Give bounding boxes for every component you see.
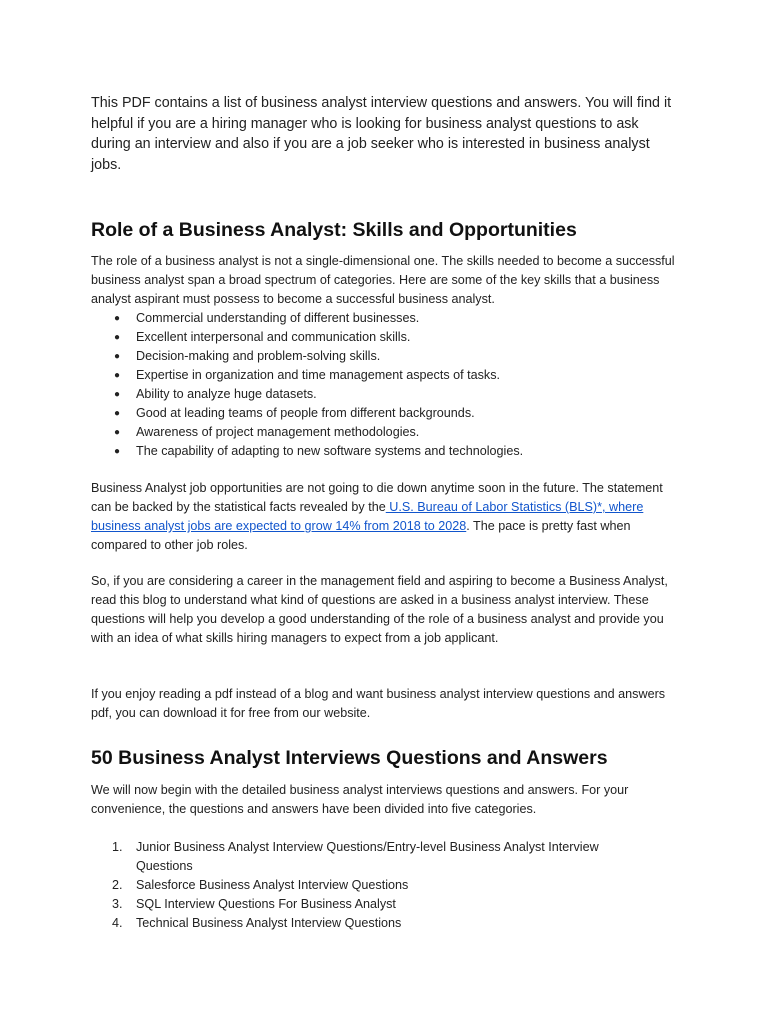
questions-section-heading: 50 Business Analyst Interviews Questions and Answers — [91, 747, 608, 769]
category-text: SQL Interview Questions For Business Analyst — [136, 897, 396, 911]
skill-text: Good at leading teams of people from different backgrounds. — [136, 406, 475, 420]
list-item — [91, 423, 651, 442]
list-item — [91, 366, 651, 385]
list-number: 4. — [112, 916, 123, 930]
categories-list — [91, 838, 651, 933]
list-item — [91, 895, 651, 914]
list-number: 2. — [112, 878, 123, 892]
career-paragraph: So, if you are considering a career in the management field and aspiring to become a Business Analyst, read this blog to understand what kind of questions are asked in a business analyst interview. These questions will help you develop a good understanding of the role of a business analyst and provide you with an idea of what skills hiring managers to expect from a job applicant. — [91, 574, 668, 645]
skill-text: Excellent interpersonal and communication skills. — [136, 330, 411, 344]
bls-link[interactable]: U.S. Bureau of Labor Statistics (BLS)*, where business analyst jobs are expected to grow 14% from 2018 to 2028 — [91, 500, 644, 533]
opportunities-text-after: . The pace is pretty fast when compared to other job roles. — [91, 519, 631, 552]
opportunities-text-before: Business Analyst job opportunities are not going to die down anytime soon in the future. The statement can be backed by the statistical facts revealed by the — [91, 481, 663, 514]
bullet-icon: ● — [114, 446, 121, 457]
list-item — [91, 385, 651, 404]
skill-text: Expertise in organization and time management aspects of tasks. — [136, 368, 501, 382]
list-item — [91, 309, 651, 328]
list-item — [91, 328, 651, 347]
bullet-icon: ● — [114, 351, 121, 362]
bullet-icon: ● — [114, 370, 121, 381]
bullet-icon: ● — [114, 389, 121, 400]
skills-list — [91, 309, 651, 461]
opportunities-paragraph — [91, 479, 681, 555]
skill-text: Decision-making and problem-solving skills. — [136, 349, 381, 363]
category-text: Technical Business Analyst Interview Questions — [136, 916, 402, 930]
bullet-icon: ● — [114, 427, 121, 438]
skill-text: Ability to analyze huge datasets. — [136, 387, 317, 401]
questions-intro-paragraph: We will now begin with the detailed business analyst interviews questions and answers. For your convenience, the questions and answers have been divided into five categories. — [91, 783, 629, 816]
list-item — [91, 914, 651, 933]
list-item — [91, 347, 651, 366]
list-number: 3. — [112, 897, 123, 911]
skill-text: Commercial understanding of different businesses. — [136, 311, 420, 325]
bullet-icon: ● — [114, 408, 121, 419]
list-number: 1. — [112, 840, 123, 854]
category-text: Salesforce Business Analyst Interview Questions — [136, 878, 409, 892]
role-section-heading: Role of a Business Analyst: Skills and Opportunities — [91, 219, 577, 241]
list-item — [91, 838, 651, 876]
list-item — [91, 442, 651, 461]
bullet-icon: ● — [114, 313, 121, 324]
role-paragraph: The role of a business analyst is not a single-dimensional one. The skills needed to become a successful business analyst span a broad spectrum of categories. Here are some of the key skills that a business analyst aspirant must possess to become a successful business analyst. — [91, 254, 675, 306]
pdf-paragraph: If you enjoy reading a pdf instead of a blog and want business analyst interview questions and answers pdf, you can download it for free from our website. — [91, 687, 666, 720]
list-item — [91, 404, 651, 423]
intro-paragraph: This PDF contains a list of business analyst interview questions and answers. You will find it helpful if you are a hiring manager who is looking for business analyst questions to ask during an interview and also if you are a job seeker who is interested in business analyst jobs. — [91, 95, 672, 173]
list-item — [91, 876, 651, 895]
skill-text: The capability of adapting to new software systems and technologies. — [136, 444, 524, 458]
bullet-icon: ● — [114, 332, 121, 343]
category-text: Junior Business Analyst Interview Questions/Entry-level Business Analyst Interview Questions — [136, 840, 599, 873]
skill-text: Awareness of project management methodologies. — [136, 425, 420, 439]
